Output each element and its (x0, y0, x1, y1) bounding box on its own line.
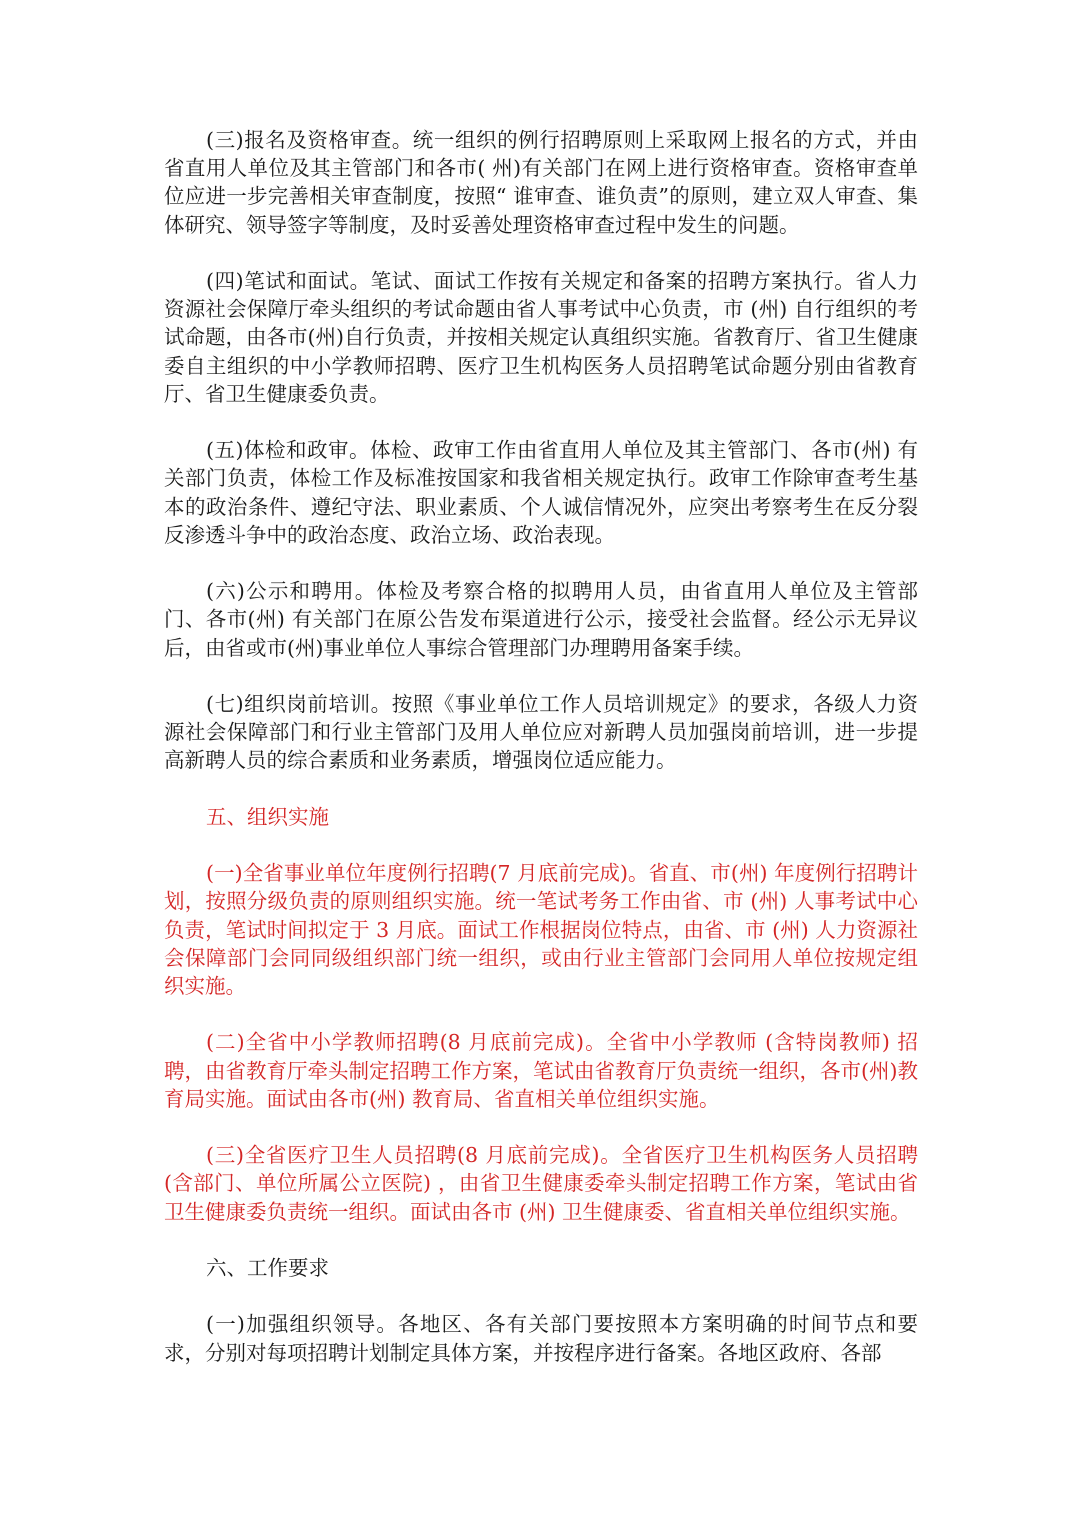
paragraph-pre-job-training: (七)组织岗前培训。按照《事业单位工作人员培训规定》的要求，各级人力资源社会保障部门和行业主管部门及用人单位应对新聘人员加强岗前培训，进一步提高新聘人员的综合素质和业务素质，增强岗位适应能力。 (164, 692, 918, 773)
paragraph-publicity-hiring: (六)公示和聘用。体检及考察合格的拟聘用人员，由省直用人单位及主管部门、各市(州) 有关部门在原公告发布渠道进行公示，接受社会监督。经公示无异议后，由省或市(州)事业单位人事综合管理部门办理聘用备案手续。 (164, 579, 918, 660)
paragraph-medical-recruitment: (三)全省医疗卫生人员招聘(8 月底前完成)。全省医疗卫生机构医务人员招聘(含部门、单位所属公立医院) ，由省卫生健康委牵头制定招聘工作方案，笔试由省卫生健康委负责统一组织。面试由各市 (州) 卫生健康委、省直相关单位组织实施。 (164, 1143, 918, 1224)
paragraph-annual-recruitment: (一)全省事业单位年度例行招聘(7 月底前完成)。省直、市(州) 年度例行招聘计划，按照分级负责的原则组织实施。统一笔试考务工作由省、市 (州) 人事考试中心负责，笔试时间拟定于 3 月底。面试工作根据岗位特点，由省、市 (州) 人力资源社会保障部门会同同级组织部门统一组织，或由行业主管部门会同用人单位按规定组织实施。 (164, 861, 918, 998)
paragraph-physical-political: (五)体检和政审。体检、政审工作由省直用人单位及其主管部门、各市(州) 有关部门负责，体检工作及标准按国家和我省相关规定执行。政审工作除审查考生基本的政治条件、遵纪守法、职业素质、个人诚信情况外，应突出考察考生在反分裂反渗透斗争中的政治态度、政治立场、政治表现。 (164, 438, 918, 547)
paragraph-strengthen-leadership: (一)加强组织领导。各地区、各有关部门要按照本方案明确的时间节点和要求，分别对每项招聘计划制定具体方案，并按程序进行备案。各地区政府、各部 (164, 1312, 918, 1365)
document-page (164, 126, 918, 1367)
section-heading-organization: 五、组织实施 (206, 804, 329, 829)
paragraph-written-interview: (四)笔试和面试。笔试、面试工作按有关规定和备案的招聘方案执行。省人力资源社会保障厅牵头组织的考试命题由省人事考试中心负责，市 (州) 自行组织的考试命题，由各市(州)自行负责，并按相关规定认真组织实施。省教育厅、省卫生健康委自主组织的中小学教师招聘、医疗卫生机构医务人员招聘笔试命题分别由省教育厅、省卫生健康委负责。 (164, 269, 918, 406)
paragraph-qualification-review: (三)报名及资格审查。统一组织的例行招聘原则上采取网上报名的方式，并由省直用人单位及其主管部门和各市( 州)有关部门在网上进行资格审查。资格审查单位应进一步完善相关审查制度，按照“ 谁审查、谁负责”的原则，建立双人审查、集体研究、领导签字等制度，及时妥善处理资格审查过程中发生的问题。 (164, 128, 918, 237)
section-heading-requirements: 六、工作要求 (206, 1255, 329, 1280)
paragraph-teacher-recruitment: (二)全省中小学教师招聘(8 月底前完成)。全省中小学教师 (含特岗教师) 招聘，由省教育厅牵头制定招聘工作方案，笔试由省教育厅负责统一组织，各市(州)教育局实施。面试由各市(州) 教育局、省直相关单位组织实施。 (164, 1030, 918, 1111)
